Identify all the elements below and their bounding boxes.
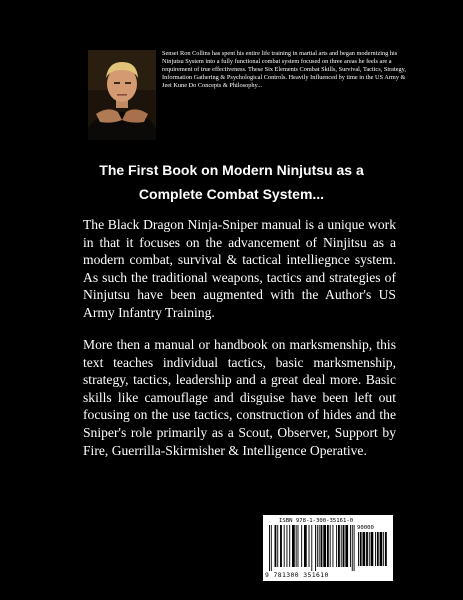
headline-line-2: Complete Combat System... xyxy=(138,186,325,202)
barcode-digits: 9 781300 351610 xyxy=(265,571,329,579)
isbn-barcode xyxy=(263,515,393,581)
description-paragraph-1: The Black Dragon Ninja-Sniper manual is a unique work in that it focuses on the advancement of Ninjitsu as a modern combat, survival & tactical intelliegnce system. As such the traditional weapons, tactics and strategies of Ninjutsu have been augmented with the Author's US Army Infantry Training. xyxy=(83,217,396,320)
headline xyxy=(60,158,403,206)
author-photo-image xyxy=(88,50,156,140)
isbn-label: ISBN 978-1-300-35161-0 xyxy=(279,518,354,524)
price-addon-bars xyxy=(358,532,390,568)
author-bio: Sensei Ron Collins has spent his entire life training in martial arts and began modernizing his Ninjutsu System into a fully functional combat system focused on three areas he feels are a requirement of true effectiveness. These Six Elements Combat Skills, Survival, Tactics, Strategy, Information Gathering & Psychological Controls. Heavily Influenced by time in the US Army & Jeet Kune Do Concepts & Philosophy... xyxy=(162,50,406,90)
description-paragraph-2: More then a manual or handbook on marksmenship, this text teaches individual tactics, basic marksmenship, strategy, tactics, leadership and a great deal more. Basic skills like camouflage and disguise have been left out focusing on the use tactics, construction of hides and the Sniper's role primarily as a Scout, Observer, Support by Fire, Guerrilla-Skirmisher & Intelligence Operative. xyxy=(83,337,396,458)
ean-barcode-bars xyxy=(269,525,355,571)
headline-line-1: The First Book on Modern Ninjutsu as a xyxy=(99,162,364,178)
price-code: 90000 xyxy=(357,525,374,531)
author-photo xyxy=(88,50,156,140)
